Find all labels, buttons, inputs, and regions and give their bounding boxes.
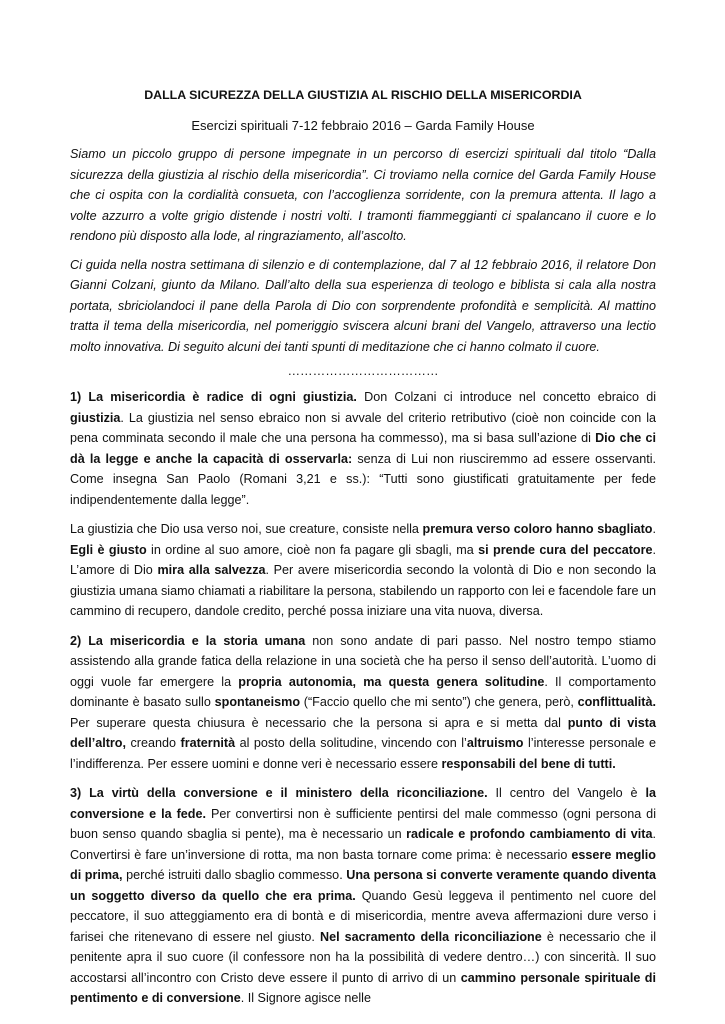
text-run: perché istruiti dallo sbaglio commesso. bbox=[122, 868, 347, 882]
text-run: creando bbox=[125, 736, 181, 750]
text-run: è necessario che il penitente apra il suo cuore (il confessore non ha la possibilità di vedere dentro…) con sincerità. Il suo accostarsi all’incontro con Cristo deve essere il punto di arrivo di un bbox=[70, 929, 656, 985]
bold-text-run: Egli è giusto bbox=[70, 542, 147, 557]
text-run: l’interesse personale e l’indifferenza. Per essere uomini e donne veri è necessario essere bbox=[70, 736, 657, 771]
document-subtitle: Esercizi spirituali 7-12 febbraio 2016 – Garda Family House bbox=[191, 117, 535, 133]
text-run: non sono andate di pari passo. Nel nostro tempo stiamo assistendo alla grande fatica della relazione in una società che ha perso il senso dell’autorità. L’uomo di oggi vuole far emergere la bbox=[70, 633, 656, 689]
section-1-paragraph-2 bbox=[70, 519, 656, 622]
intro-paragraph-1: Siamo un piccolo gruppo di persone impegnate in un percorso di esercizi spirituali dal titolo “Dalla sicurezza della giustizia al rischio della misericordia”. Ci troviamo nella cornice del Garda Family House che ci ospita con la cordialità consueta, con l’accoglienza sorridente, con la premura attenta. Il lago a volte azzurro a volte grigio distende i nostri volti. I tramonti fiammeggianti ci spalancano il cuore e lo rendono più disposto alla lode, al ringraziamento, all’ascolto. bbox=[70, 147, 656, 243]
text-run: al posto della solitudine, vincendo con l’ bbox=[235, 736, 467, 750]
text-run: . L’amore di Dio bbox=[70, 542, 656, 577]
text-run: . La giustizia nel senso ebraico non si avvale del criterio retributivo (cioè non coincide con la pena comminata secondo il male che una persona ha commesso), ma si basa sull’azione di bbox=[70, 410, 656, 445]
text-run: Quando Gesù leggeva il pentimento nel cuore del peccatore, il suo atteggiamento era di bontà e di misericordia, mentre aveva affermazioni dure verso i farisei che ritenevano di essere nel giusto. bbox=[70, 888, 657, 944]
bold-text-run: giustizia bbox=[70, 410, 121, 425]
text-run: . Il Signore agisce nelle bbox=[240, 991, 371, 1005]
bold-text-run: spontaneismo bbox=[214, 695, 301, 709]
bold-text-run: cammino personale spirituale di pentimento e di conversione bbox=[70, 970, 656, 1005]
bold-text-run: Nel sacramento della riconciliazione bbox=[319, 929, 542, 944]
section-1-paragraph-1 bbox=[70, 387, 656, 510]
section-2-paragraph bbox=[70, 631, 656, 775]
text-run: Per superare questa chiusura è necessario che la persona si apra e si metta dal bbox=[70, 715, 568, 730]
bold-text-run: essere meglio di prima, bbox=[70, 847, 656, 882]
bold-text-run: 1) La misericordia è radice di ogni giustizia. bbox=[70, 390, 357, 404]
bold-text-run: responsabili del bene di tutti. bbox=[441, 756, 616, 771]
section-3-paragraph bbox=[70, 783, 656, 1009]
text-run: La giustizia che Dio usa verso noi, sue creature, consiste nella bbox=[70, 522, 423, 536]
bold-text-run: la conversione e la fede. bbox=[70, 786, 656, 821]
text-run: Il centro del Vangelo è bbox=[487, 786, 646, 800]
bold-text-run: Una persona si converte veramente quando diventa un soggetto diverso da quello che era prima. bbox=[70, 868, 657, 903]
document-title: DALLA SICUREZZA DELLA GIUSTIZIA AL RISCHIO DELLA MISERICORDIA bbox=[144, 88, 582, 102]
bold-text-run: propria autonomia, ma questa genera solitudine bbox=[238, 674, 545, 689]
text-run: Per convertirsi non è sufficiente pentirsi del male commesso (ogni persona di buon senso quando sbaglia si pente), ma è necessario un bbox=[70, 806, 656, 841]
bold-text-run: si prende cura del peccatore bbox=[478, 542, 653, 557]
section-divider: ……………………………… bbox=[287, 364, 439, 378]
bold-text-run: premura verso coloro hanno sbagliato bbox=[422, 522, 653, 536]
document-page bbox=[70, 85, 656, 1018]
text-run: (“Faccio quello che mi sento”) che genera, però, bbox=[300, 695, 578, 709]
bold-text-run: fraternità bbox=[180, 736, 236, 750]
text-run: in ordine al suo amore, cioè non fa pagare gli sbagli, ma bbox=[146, 542, 479, 557]
bold-text-run: conflittualità. bbox=[577, 695, 656, 709]
intro-paragraph-2: Ci guida nella nostra settimana di silenzio e di contemplazione, dal 7 al 12 febbraio 2016, il relatore Don Gianni Colzani, giunto da Milano. Dall’alto della sua esperienza di teologo e biblista si cala alla nostra portata, sbriciolandoci il pane della Parola di Dio con sorprendente profondità e semplicità. Al mattino tratta il tema della misericordia, nel pomeriggio sviscera alcuni brani del Vangelo, attraverso una lectio molto innovativa. Di seguito alcuni dei tanti spunti di meditazione che ci hanno colmato il cuore. bbox=[70, 257, 656, 354]
bold-text-run: 2) La misericordia e la storia umana bbox=[70, 633, 306, 648]
text-run: . bbox=[652, 522, 656, 536]
text-run: . Per avere misericordia secondo la volontà di Dio e non secondo la giustizia umana siamo chiamati a riabilitare la persona, stabilendo un rapporto con lei e facendole fare un cammino di recupero, dandole credito, perché possa iniziare una vita nuova, diversa. bbox=[70, 563, 656, 618]
text-run: Don Colzani ci introduce nel concetto ebraico di bbox=[356, 390, 656, 404]
text-run: . Il comportamento dominante è basato sullo bbox=[70, 674, 657, 709]
bold-text-run: punto di vista dell’altro, bbox=[70, 715, 656, 750]
bold-text-run: Dio che ci dà la legge e anche la capacità di osservarla: bbox=[70, 431, 656, 466]
text-run: senza di Lui non riusciremmo ad essere osservanti. Come insegna San Paolo (Romani 3,21 e ss.): “Tutti sono giustificati gratuitamente per fede indipendentemente dalla legge”. bbox=[70, 451, 656, 507]
bold-text-run: 3) La virtù della conversione e il ministero della riconciliazione. bbox=[70, 786, 488, 800]
bold-text-run: radicale e profondo cambiamento di vita bbox=[406, 827, 653, 841]
bold-text-run: mira alla salvezza bbox=[157, 563, 266, 577]
text-run: . Convertirsi è fare un’inversione di rotta, ma non basta tornare come prima: è necessario bbox=[70, 827, 656, 862]
bold-text-run: altruismo bbox=[466, 736, 524, 750]
